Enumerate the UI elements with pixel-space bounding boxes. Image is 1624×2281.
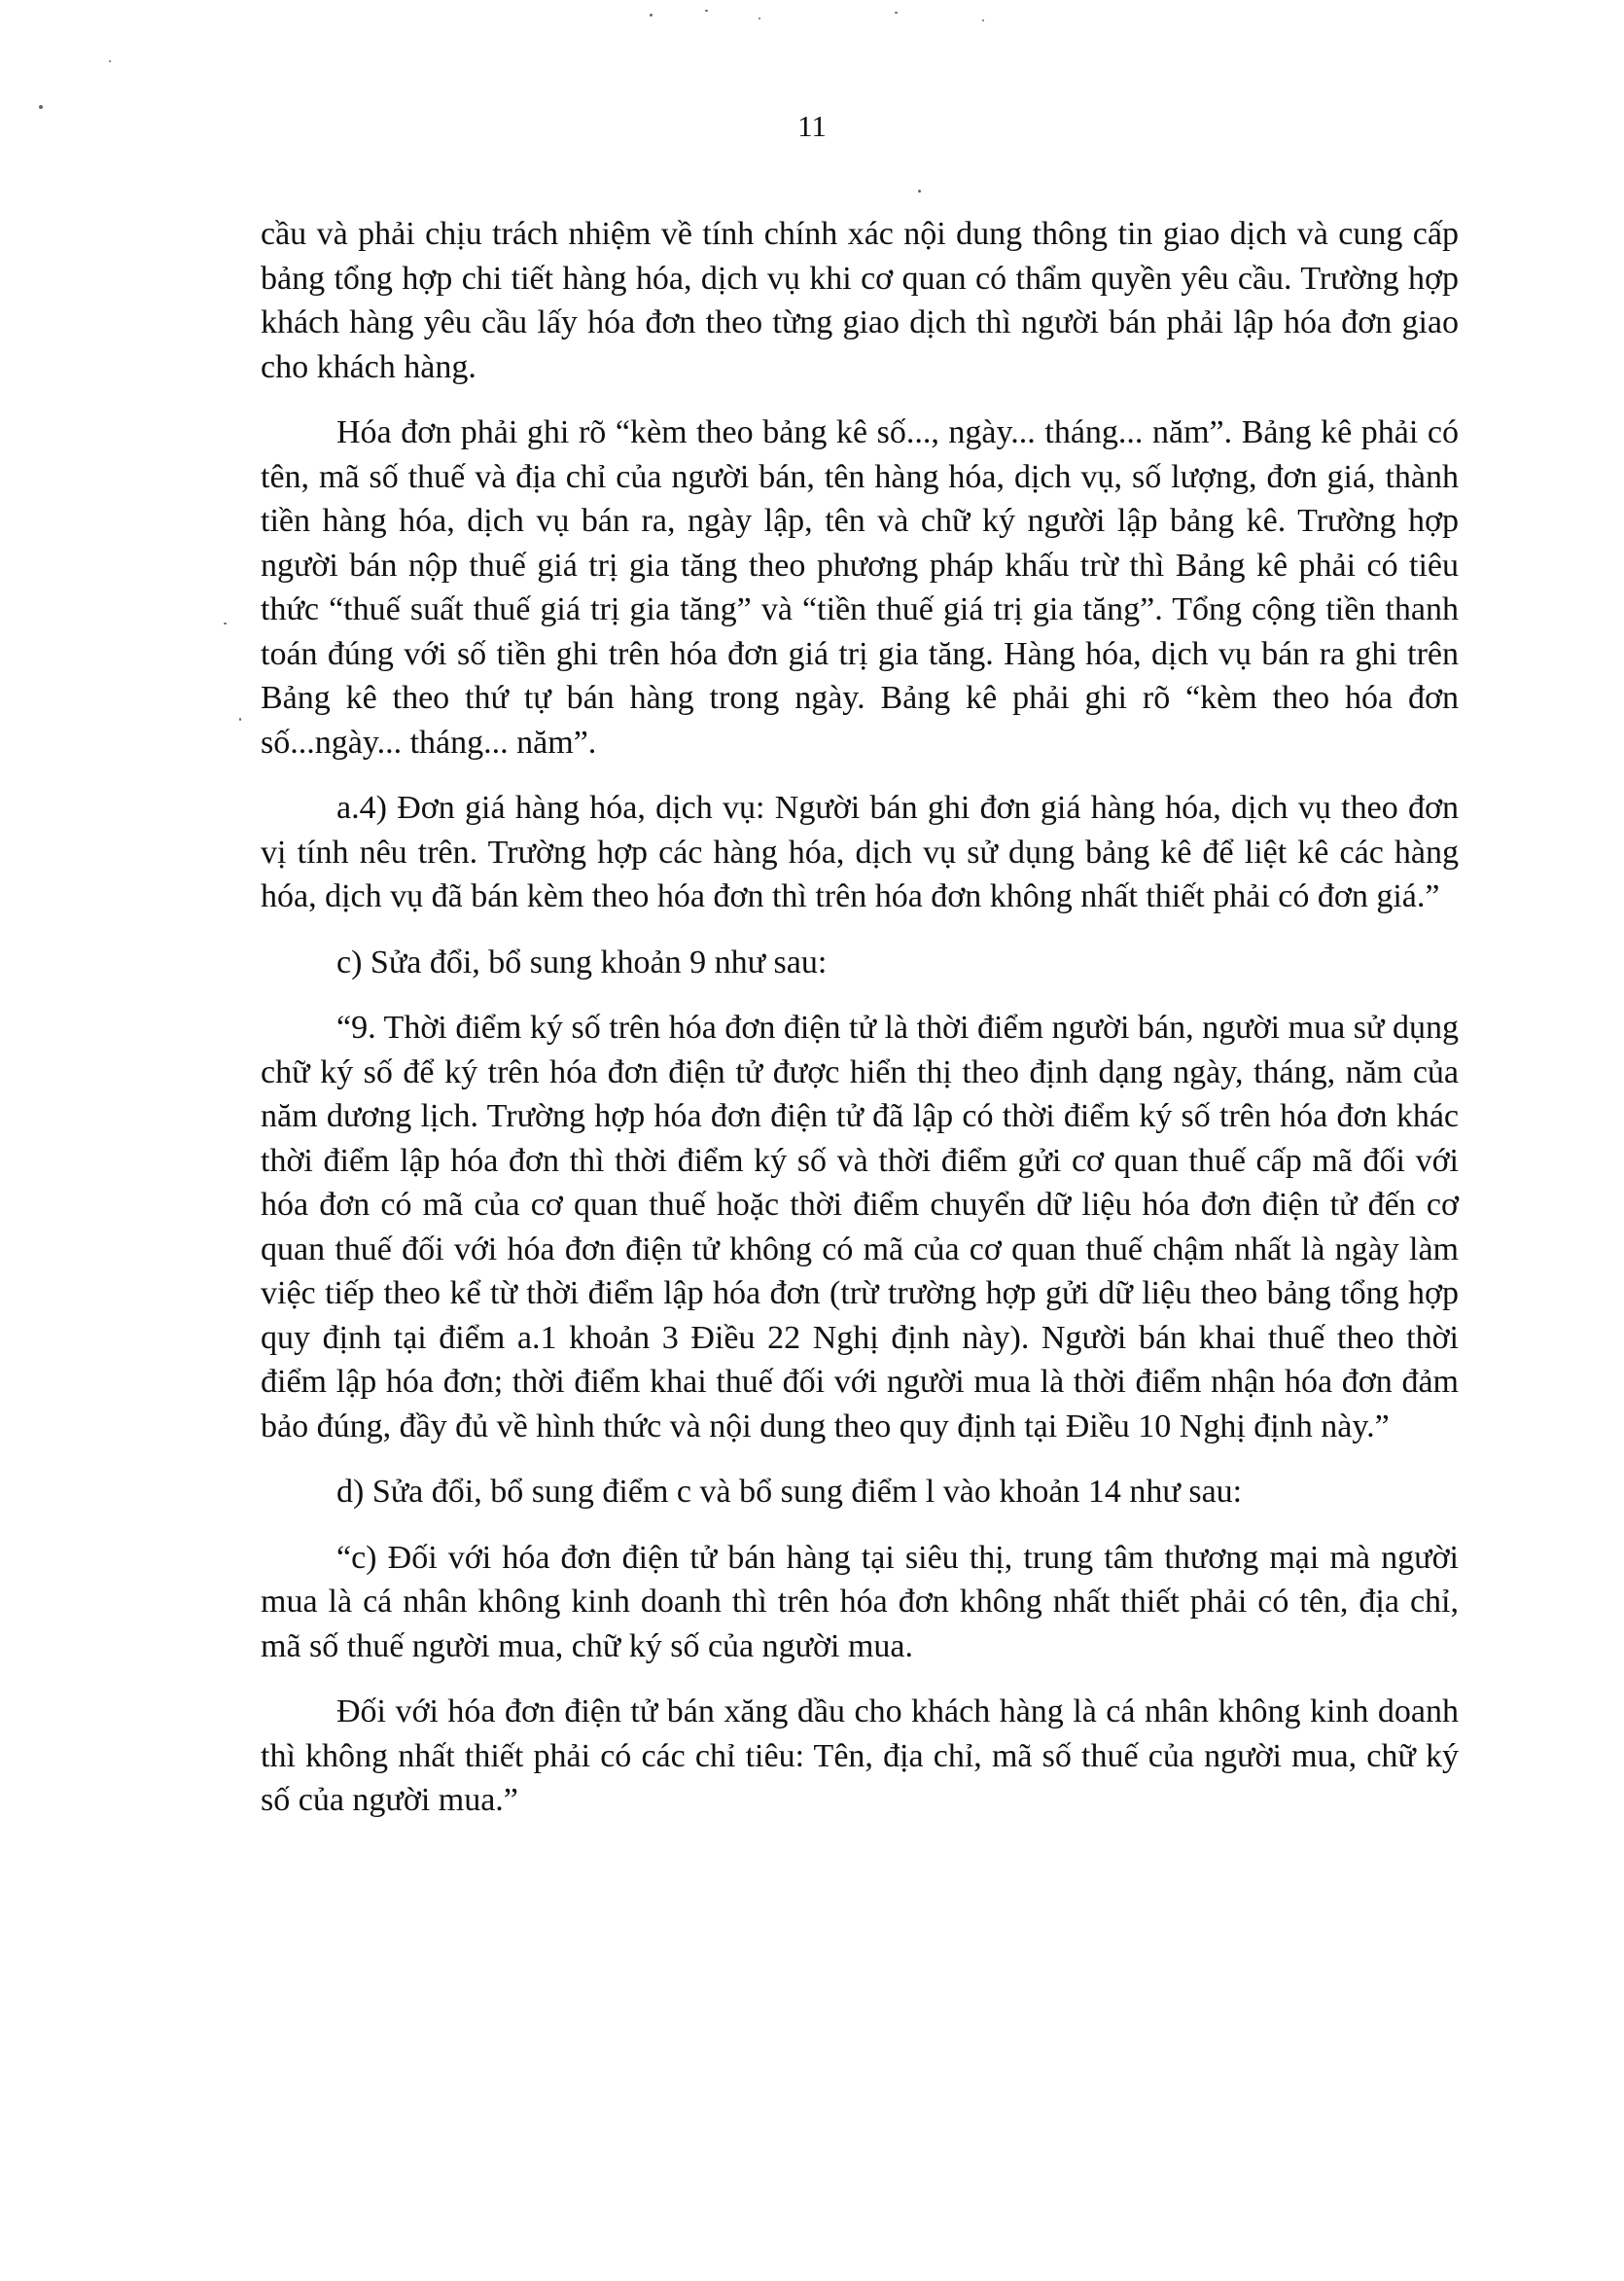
- page-body: [261, 212, 1459, 1823]
- scan-speck: [918, 190, 921, 193]
- paragraph: Đối với hóa đơn điện tử bán xăng dầu cho khách hàng là cá nhân không kinh doanh thì không nhất thiết phải có các chỉ tiêu: Tên, địa chỉ, mã số thuế của người mua, chữ ký số của người mua.”: [261, 1693, 1459, 1818]
- paragraph: c) Sửa đổi, bổ sung khoản 9 như sau:: [336, 944, 828, 980]
- paragraph: “c) Đối với hóa đơn điện tử bán hàng tại siêu thị, trung tâm thương mại mà người mua là cá nhân không kinh doanh thì trên hóa đơn không nhất thiết phải có tên, địa chỉ, mã số thuế người mua, chữ ký số của người mua.: [261, 1539, 1459, 1664]
- scan-speck: [705, 10, 708, 12]
- scan-speck: [650, 14, 653, 17]
- paragraph: cầu và phải chịu trách nhiệm về tính chính xác nội dung thông tin giao dịch và cung cấp bảng tổng hợp chi tiết hàng hóa, dịch vụ khi cơ quan có thẩm quyền yêu cầu. Trường hợp khách hàng yêu cầu lấy hóa đơn theo từng giao dịch thì người bán phải lập hóa đơn giao cho khách hàng.: [261, 216, 1459, 385]
- paragraph: Hóa đơn phải ghi rõ “kèm theo bảng kê số..., ngày... tháng... năm”. Bảng kê phải có tên, mã số thuế và địa chỉ của người bán, tên hàng hóa, dịch vụ, số lượng, đơn giá, thành tiền hàng hóa, dịch vụ bán ra, ngày lập, tên và chữ ký người lập bảng kê. Trường hợp người bán nộp thuế giá trị gia tăng theo phương pháp khấu trừ thì Bảng kê phải có tiêu thức “thuế suất thuế giá trị gia tăng” và “tiền thuế giá trị gia tăng”. Tổng cộng tiền thanh toán đúng với số tiền ghi trên hóa đơn giá trị gia tăng. Hàng hóa, dịch vụ bán ra ghi trên Bảng kê theo thứ tự bán hàng trong ngày. Bảng kê phải ghi rõ “kèm theo hóa đơn số...ngày... tháng... năm”.: [261, 414, 1459, 761]
- scan-speck: [109, 60, 111, 62]
- paragraph: “9. Thời điểm ký số trên hóa đơn điện tử là thời điểm người bán, người mua sử dụng chữ ký số để ký trên hóa đơn điện tử được hiển thị theo định dạng ngày, tháng, năm của năm dương lịch. Trường hợp hóa đơn điện tử đã lập có thời điểm ký số trên hóa đơn khác thời điểm lập hóa đơn thì thời điểm ký số và thời điểm gửi cơ quan thuế cấp mã đối với hóa đơn có mã của cơ quan thuế hoặc thời điểm chuyển dữ liệu hóa đơn điện tử đến cơ quan thuế đối với hóa đơn điện tử không có mã của cơ quan thuế chậm nhất là ngày làm việc tiếp theo kể từ thời điểm lập hóa đơn (trừ trường hợp gửi dữ liệu theo bảng tổng hợp quy định tại điểm a.1 khoản 3 Điều 22 Nghị định này). Người bán khai thuế theo thời điểm lập hóa đơn; thời điểm khai thuế đối với người mua là thời điểm nhận hóa đơn đảm bảo đúng, đầy đủ về hình thức và nội dung theo quy định tại Điều 10 Nghị định này.”: [261, 1010, 1459, 1444]
- scan-speck: [759, 18, 760, 19]
- scan-speck: [239, 718, 241, 721]
- scan-speck: [224, 623, 227, 624]
- paragraph: d) Sửa đổi, bổ sung điểm c và bổ sung điểm l vào khoản 14 như sau:: [336, 1474, 1243, 1510]
- scan-speck: [982, 19, 984, 21]
- page-number: 11: [797, 109, 827, 143]
- paragraph: a.4) Đơn giá hàng hóa, dịch vụ: Người bán ghi đơn giá hàng hóa, dịch vụ theo đơn vị tính nêu trên. Trường hợp các hàng hóa, dịch vụ sử dụng bảng kê để liệt kê các hàng hóa, dịch vụ đã bán kèm theo hóa đơn thì trên hóa đơn không nhất thiết phải có đơn giá.”: [261, 790, 1459, 914]
- scan-speck: [895, 12, 898, 14]
